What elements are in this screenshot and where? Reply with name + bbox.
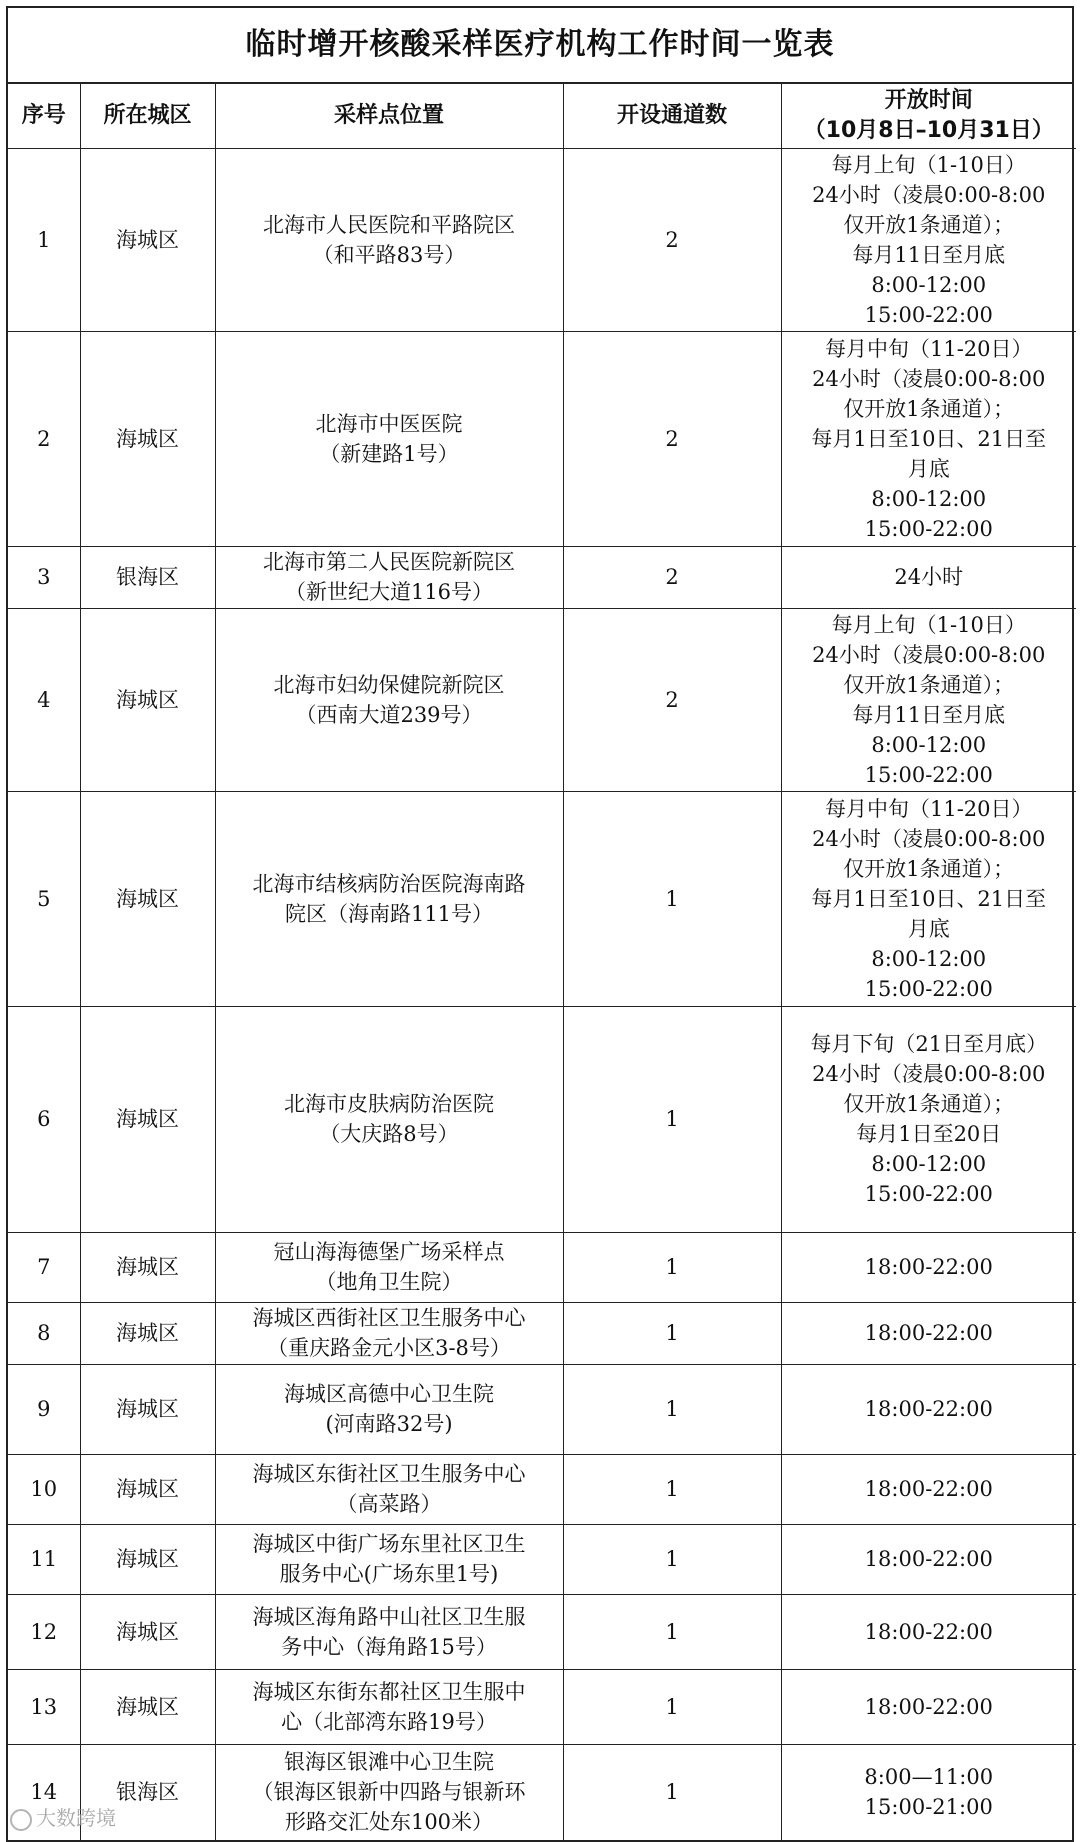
table-row: [8, 148, 1076, 331]
location-line: （和平路83号）: [312, 242, 466, 267]
location-line: 冠山海海德堡广场采样点: [273, 1240, 505, 1264]
hours-line: 24小时（凌晨0:00-8:00: [812, 366, 1046, 391]
table-row: [8, 1454, 1076, 1524]
schedule-sheet: [6, 6, 1074, 1842]
hours-line: 8:00-12:00: [871, 1152, 987, 1176]
watermark-text: 大数跨境: [36, 1806, 116, 1830]
hours-line: 24小时: [894, 565, 964, 589]
hours-line: 8:00-12:00: [871, 732, 987, 757]
location-line: (河南路32号): [325, 1412, 453, 1436]
row-number: 9: [8, 1364, 80, 1454]
row-district: 海城区: [80, 1364, 215, 1454]
location-line: 心（北部湾东路19号）: [281, 1709, 497, 1734]
row-number: 12: [8, 1594, 80, 1669]
hours-line: 8:00-12:00: [871, 272, 987, 297]
hours-line: 每月中旬（11-20日）: [824, 796, 1033, 821]
hours-line: 15:00-22:00: [864, 976, 993, 1001]
header-no: 序号: [8, 84, 80, 148]
table-row: [8, 331, 1076, 546]
hours-line: 每月1日至20日: [856, 1122, 1002, 1146]
row-number: 3: [8, 546, 80, 608]
row-district: 海城区: [80, 331, 215, 546]
table-row: [8, 1669, 1076, 1744]
row-location: [215, 1006, 563, 1232]
row-hours: [781, 1454, 1076, 1524]
row-channels: 1: [563, 791, 781, 1006]
hours-line: 15:00-22:00: [864, 516, 993, 541]
row-number: 6: [8, 1006, 80, 1232]
row-channels: 1: [563, 1524, 781, 1594]
row-location: [215, 1524, 563, 1594]
row-number: 4: [8, 608, 80, 791]
location-line: （大庆路8号）: [319, 1122, 459, 1146]
table-row: [8, 1302, 1076, 1364]
row-district: 海城区: [80, 791, 215, 1006]
location-line: （西南大道239号）: [295, 702, 483, 727]
hours-line: 18:00-22:00: [864, 1547, 993, 1571]
row-location: [215, 608, 563, 791]
row-hours: [781, 148, 1076, 331]
hours-line: 每月中旬（11-20日）: [824, 336, 1033, 361]
row-number: 8: [8, 1302, 80, 1364]
row-district: 海城区: [80, 148, 215, 331]
hours-line: 仅开放1条通道）；: [843, 856, 1015, 881]
hours-line: 24小时（凌晨0:00-8:00: [812, 826, 1046, 851]
location-line: 服务中心(广场东里1号): [279, 1562, 499, 1586]
row-district: 海城区: [80, 1232, 215, 1302]
header-district: 所在城区: [80, 84, 215, 148]
row-location: [215, 1594, 563, 1669]
row-district: 海城区: [80, 1454, 215, 1524]
schedule-table: [8, 84, 1076, 1840]
row-channels: 1: [563, 1364, 781, 1454]
table-row: [8, 1006, 1076, 1232]
hours-line: 18:00-22:00: [864, 1619, 993, 1644]
row-location: [215, 791, 563, 1006]
location-line: 形路交汇处东100米）: [284, 1810, 494, 1835]
location-line: 北海市结核病防治医院海南路: [252, 871, 526, 896]
row-district: 海城区: [80, 1669, 215, 1744]
table-row: [8, 1594, 1076, 1669]
location-line: 北海市妇幼保健院新院区: [273, 672, 505, 697]
hours-line: 月底: [907, 916, 950, 941]
location-line: （重庆路金元小区3-8号）: [267, 1336, 511, 1360]
hours-line: 18:00-22:00: [864, 1321, 993, 1345]
location-line: （新世纪大道116号）: [284, 580, 494, 604]
row-channels: 1: [563, 1454, 781, 1524]
hours-line: 每月11日至月底: [852, 702, 1006, 727]
row-location: [215, 1364, 563, 1454]
location-line: 海城区海角路中山社区卫生服: [252, 1604, 526, 1629]
row-location: [215, 1669, 563, 1744]
hours-line: 15:00-22:00: [864, 762, 993, 787]
table-row: [8, 1524, 1076, 1594]
row-location: [215, 1232, 563, 1302]
hours-line: 每月1日至10日、21日至: [811, 426, 1047, 451]
row-district: 海城区: [80, 1594, 215, 1669]
row-hours: [781, 1364, 1076, 1454]
row-number: 10: [8, 1454, 80, 1524]
row-number: 7: [8, 1232, 80, 1302]
row-channels: 1: [563, 1232, 781, 1302]
hours-line: 仅开放1条通道）；: [843, 672, 1015, 697]
row-district: 海城区: [80, 1524, 215, 1594]
row-location: [215, 148, 563, 331]
row-location: [215, 331, 563, 546]
location-line: 银海区银滩中心卫生院: [284, 1750, 494, 1775]
row-district: 海城区: [80, 1302, 215, 1364]
table-row: [8, 546, 1076, 608]
watermark: [10, 1802, 116, 1831]
row-channels: 1: [563, 1669, 781, 1744]
row-number: 11: [8, 1524, 80, 1594]
location-line: 北海市皮肤病防治医院: [284, 1092, 494, 1116]
hours-line: 18:00-22:00: [864, 1397, 993, 1421]
row-hours: [781, 331, 1076, 546]
table-row: [8, 791, 1076, 1006]
hours-line: 仅开放1条通道）；: [843, 1092, 1015, 1116]
row-hours: [781, 608, 1076, 791]
row-district: 银海区: [80, 546, 215, 608]
hours-line: 每月上旬（1-10日）: [831, 612, 1026, 637]
page-title: 临时增开核酸采样医疗机构工作时间一览表: [8, 8, 1072, 84]
watermark-logo-icon: [10, 1809, 32, 1831]
row-channels: 2: [563, 608, 781, 791]
row-channels: 2: [563, 546, 781, 608]
hours-line: 18:00-22:00: [864, 1694, 993, 1719]
location-line: 海城区高德中心卫生院: [284, 1382, 494, 1406]
hours-line: 15:00-21:00: [864, 1795, 993, 1820]
header-channels: 开设通道数: [563, 84, 781, 148]
row-location: [215, 1744, 563, 1840]
hours-line: 18:00-22:00: [864, 1255, 993, 1279]
hours-line: 24小时（凌晨0:00-8:00: [812, 182, 1046, 207]
hours-line: 每月上旬（1-10日）: [831, 152, 1026, 177]
row-location: [215, 546, 563, 608]
header-hours-title: 开放时间: [884, 87, 973, 113]
row-hours: [781, 1232, 1076, 1302]
hours-line: 18:00-22:00: [864, 1477, 993, 1501]
table-row: [8, 1364, 1076, 1454]
table-body: [8, 148, 1076, 1840]
row-number: 2: [8, 331, 80, 546]
row-location: [215, 1302, 563, 1364]
row-hours: [781, 1669, 1076, 1744]
row-number: 1: [8, 148, 80, 331]
row-hours: [781, 1594, 1076, 1669]
hours-line: 15:00-22:00: [864, 302, 993, 327]
row-district: 银海区: [80, 1744, 215, 1840]
row-hours: [781, 1524, 1076, 1594]
hours-line: 15:00-22:00: [864, 1182, 993, 1206]
location-line: 北海市中医医院: [315, 411, 463, 436]
row-channels: 2: [563, 331, 781, 546]
hours-line: 仅开放1条通道）；: [843, 212, 1015, 237]
hours-line: 8:00-12:00: [871, 946, 987, 971]
location-line: （地角卫生院）: [315, 1270, 463, 1294]
table-row: [8, 608, 1076, 791]
location-line: （新建路1号）: [319, 441, 459, 466]
location-line: （高菜路）: [336, 1492, 442, 1516]
row-hours: [781, 1744, 1076, 1840]
location-line: 务中心（海角路15号）: [281, 1634, 497, 1659]
row-district: 海城区: [80, 1006, 215, 1232]
row-hours: [781, 1006, 1076, 1232]
hours-line: 24小时（凌晨0:00-8:00: [812, 1062, 1046, 1086]
row-hours: [781, 546, 1076, 608]
location-line: （银海区银新中四路与银新环: [252, 1780, 526, 1805]
location-line: 院区（海南路111号）: [284, 901, 494, 926]
location-line: 北海市第二人民医院新院区: [263, 550, 515, 574]
header-hours-range: （10月8日–10月31日）: [803, 117, 1054, 143]
row-location: [215, 1454, 563, 1524]
row-number: 13: [8, 1669, 80, 1744]
row-channels: 1: [563, 1744, 781, 1840]
hours-line: 月底: [907, 456, 950, 481]
location-line: 北海市人民医院和平路院区: [263, 212, 515, 237]
table-row: [8, 1232, 1076, 1302]
row-channels: 1: [563, 1594, 781, 1669]
row-hours: [781, 1302, 1076, 1364]
location-line: 海城区中街广场东里社区卫生: [252, 1532, 526, 1556]
location-line: 海城区西街社区卫生服务中心: [252, 1306, 526, 1330]
header-location: 采样点位置: [215, 84, 563, 148]
hours-line: 8:00-12:00: [871, 486, 987, 511]
row-channels: 2: [563, 148, 781, 331]
hours-line: 24小时（凌晨0:00-8:00: [812, 642, 1046, 667]
hours-line: 8:00—11:00: [864, 1765, 994, 1790]
hours-line: 每月1日至10日、21日至: [811, 886, 1047, 911]
row-number: 5: [8, 791, 80, 1006]
hours-line: 每月下旬（21日至月底）: [810, 1032, 1048, 1056]
header-row: [8, 84, 1076, 148]
header-hours: [781, 84, 1076, 148]
row-number: 14: [8, 1744, 80, 1840]
row-hours: [781, 791, 1076, 1006]
hours-line: 仅开放1条通道）；: [843, 396, 1015, 421]
row-district: 海城区: [80, 608, 215, 791]
location-line: 海城区东街东都社区卫生服中: [252, 1679, 526, 1704]
row-channels: 1: [563, 1006, 781, 1232]
table-row: [8, 1744, 1076, 1840]
hours-line: 每月11日至月底: [852, 242, 1006, 267]
location-line: 海城区东街社区卫生服务中心: [252, 1462, 526, 1486]
row-channels: 1: [563, 1302, 781, 1364]
